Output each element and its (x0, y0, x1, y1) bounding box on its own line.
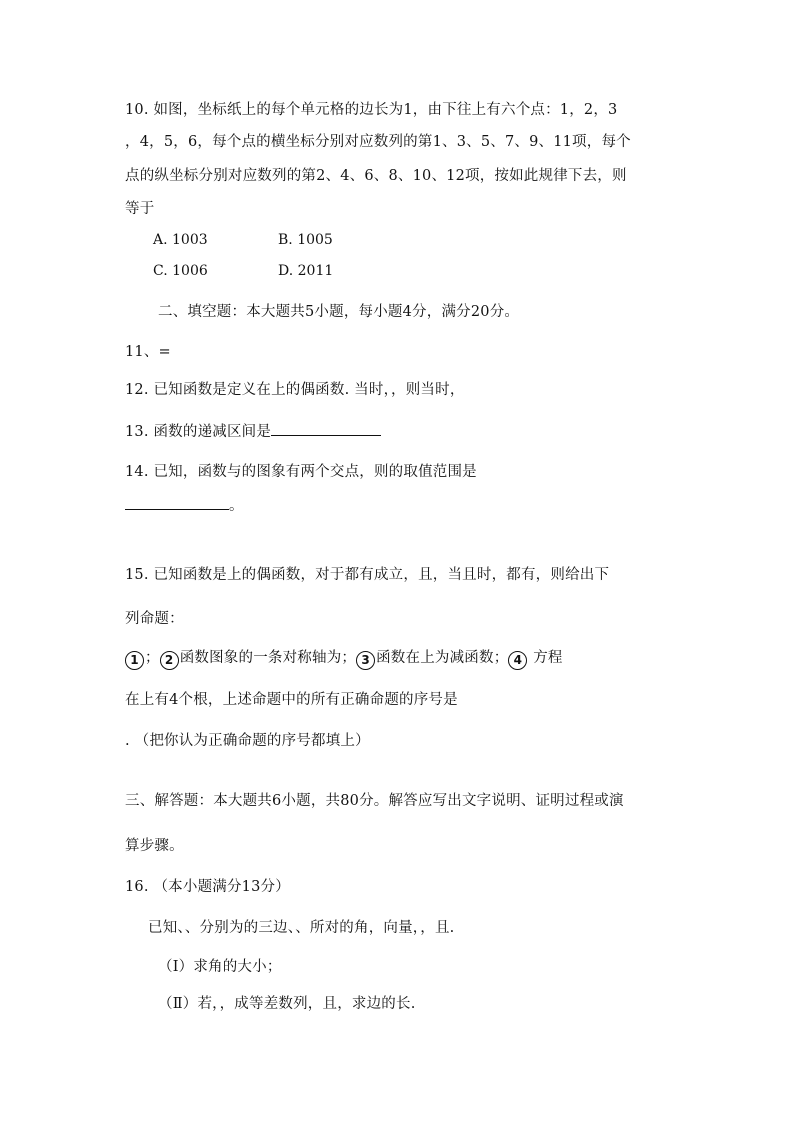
option-label: B. (278, 232, 293, 248)
option-value: 1006 (172, 263, 208, 279)
q15-line-4: 在上有4个根，上述命题中的所有正确命题的序号是 (125, 692, 458, 708)
option-value: 1005 (297, 232, 333, 248)
q16-title: 16. （本小题满分13分） (125, 879, 290, 895)
circled-number-1: 1 (125, 651, 144, 670)
q16-stem: 已知、、分别为的三边、、所对的角，向量，，且. (148, 920, 455, 936)
q10-option-d (278, 261, 333, 281)
q14-line-1: 14. 已知，函数与的图象有两个交点，则的取值范围是 (125, 464, 477, 480)
q10-line-4: 等于 (125, 201, 155, 217)
q10-line-3: 点的纵坐标分别对应数列的第2、4、6、8、10、12项，按如此规律下去，则 (125, 168, 627, 184)
circled-number-2: 2 (160, 651, 179, 670)
circled-number-4: 4 (508, 651, 527, 670)
proposition-2-text: 函数图象的一条对称轴为； (179, 650, 357, 666)
proposition-4-text: 方程 (528, 650, 563, 666)
q12: 12. 已知函数是定义在上的偶函数. 当时，，则当时， (125, 382, 465, 398)
section-2-heading: 二、填空题：本大题共5小题，每小题4分，满分20分。 (158, 304, 520, 320)
option-label: D. (278, 263, 294, 279)
q15-propositions (125, 648, 563, 670)
q10-line-1: 10. 如图，坐标纸上的每个单元格的边长为1，由下往上有六个点：1，2，3 (125, 102, 618, 118)
section-3-heading-line-1: 三、解答题：本大题共6小题，共80分。解答应写出文字说明、证明过程或演 (125, 793, 624, 809)
proposition-1-text: ； (145, 650, 160, 666)
q13-text: 13. 函数的递减区间是 (125, 424, 272, 440)
q11: 11、= (125, 344, 171, 360)
q10-option-a (153, 230, 208, 250)
q15-line-1: 15. 已知函数是上的偶函数，对于都有成立，且，当且时，都有，则给出下 (125, 567, 610, 583)
q15-line-2: 列命题： (125, 611, 184, 627)
q13 (125, 421, 381, 442)
q10-option-c (153, 261, 208, 281)
q14-tail: 。 (229, 498, 244, 514)
proposition-3-text: 函数在上为减函数； (376, 650, 509, 666)
option-label: C. (153, 263, 168, 279)
q16-part-1: （Ⅰ）求角的大小； (158, 959, 282, 975)
q10-option-b (278, 230, 333, 250)
answer-blank (125, 495, 229, 510)
option-label: A. (153, 232, 168, 248)
answer-blank (271, 421, 381, 436)
q10-line-2: ，4，5，6，每个点的横坐标分别对应数列的第1、3、5、7、9、11项，每个 (125, 134, 631, 150)
q14-line-2 (125, 495, 244, 516)
option-value: 2011 (297, 263, 334, 279)
section-3-heading-line-2: 算步骤。 (125, 838, 184, 854)
q16-part-2: （Ⅱ）若，，成等差数列，且，求边的长. (158, 996, 416, 1012)
q15-line-5: . （把你认为正确命题的序号都填上） (125, 733, 370, 749)
circled-number-3: 3 (356, 651, 375, 670)
option-value: 1003 (172, 232, 208, 248)
